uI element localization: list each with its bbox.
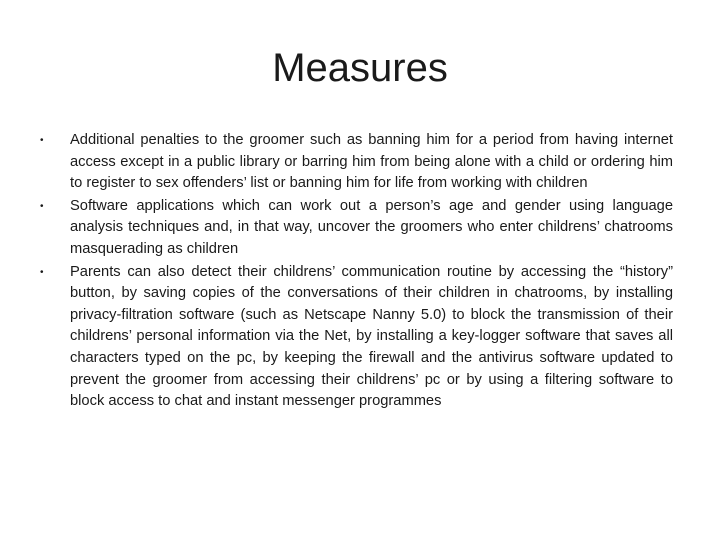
bullet-item-software (40, 196, 673, 261)
bullet-item-penalties (40, 130, 673, 195)
bullet-item-parents (40, 262, 673, 413)
bullet-marker: • (40, 266, 44, 278)
bullet-marker: • (40, 200, 44, 212)
slide-title: Measures (272, 46, 448, 90)
bullet-text: Additional penalties to the groomer such as banning him for a period from having internet access except in a public library or barring him from being alone with a child or ordering him to register to sex offenders’ list or banning him for life from working with children (70, 132, 673, 192)
bullet-text: Parents can also detect their childrens’ communication routine by accessing the “history” button, by saving copies of the conversations of their children in chatrooms, by installing privacy-filtration software (such as Netscape Nanny 5.0) to block the transmission of their childrens’ personal information via the Net, by installing a key-logger software that saves all characters typed on the pc, by keeping the firewall and the antivirus software updated to prevent the groomer from accessing their childrens’ pc or by using a filtering software to block access to chat and instant messenger programmes (70, 263, 673, 410)
bullet-text: Software applications which can work out a person’s age and gender using language analysis techniques and, in that way, uncover the groomers who enter childrens’ chatrooms masquerading as children (70, 197, 673, 257)
bullet-marker: • (40, 135, 44, 146)
bullet-list (40, 130, 673, 414)
